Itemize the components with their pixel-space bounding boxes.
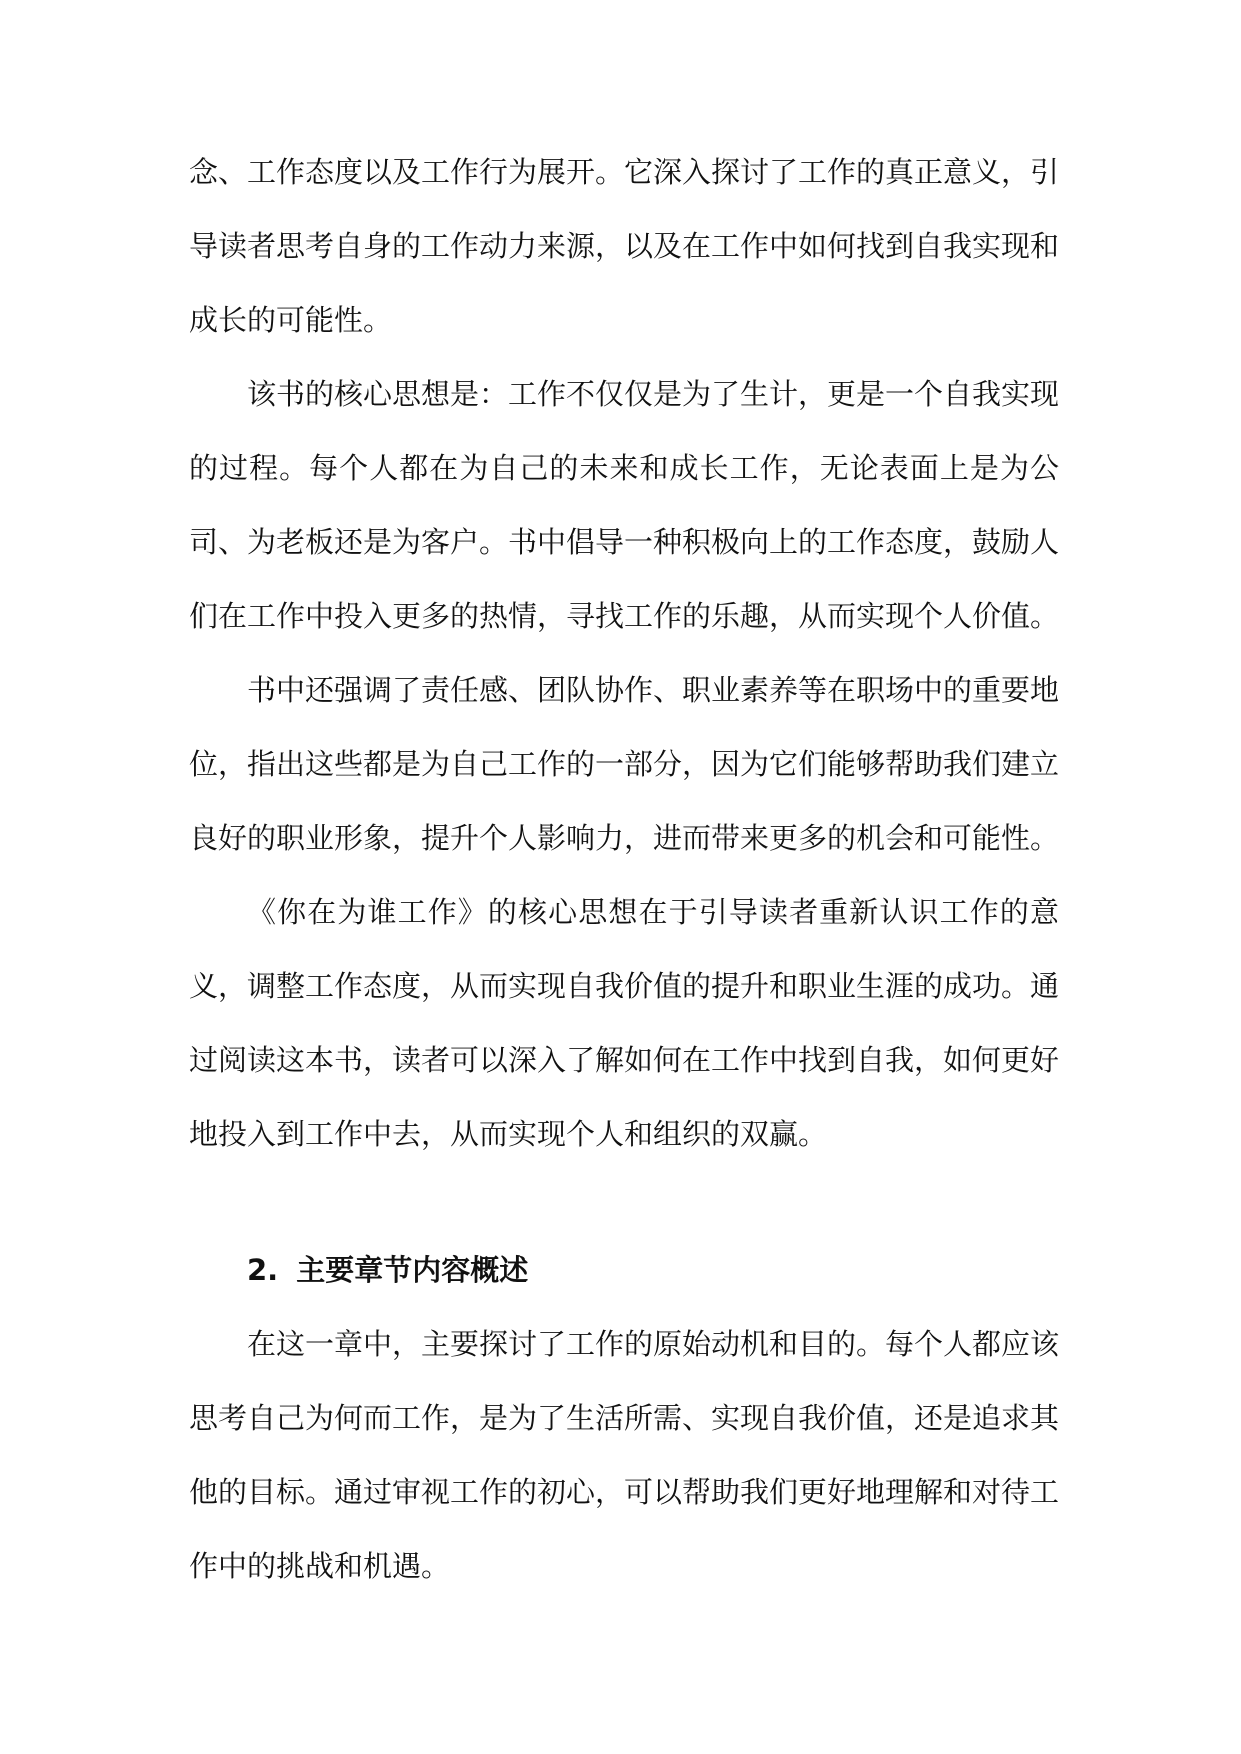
section-heading [247, 1233, 528, 1307]
body-paragraph: 该书的核心思想是：工作不仅仅是为了生计，更是一个自我实现的过程。每个人都在为自己的未来和成长工作，无论表面上是为公司、为老板还是为客户。书中倡导一种积极向上的工作态度，鼓励人们在工作中投入更多的热情，寻找工作的乐趣，从而实现个人价值。 [189, 377, 1060, 633]
section-title: 主要章节内容概述 [296, 1253, 529, 1287]
section-number: 2. [247, 1253, 279, 1287]
body-paragraph: 《你在为谁工作》的核心思想在于引导读者重新认识工作的意义，调整工作态度，从而实现自我价值的提升和职业生涯的成功。通过阅读这本书，读者可以深入了解如何在工作中找到自我，如何更好地投入到工作中去，从而实现个人和组织的双赢。 [189, 895, 1060, 1151]
section-paragraph: 在这一章中，主要探讨了工作的原始动机和目的。每个人都应该思考自己为何而工作，是为了生活所需、实现自我价值，还是追求其他的目标。通过审视工作的初心，可以帮助我们更好地理解和对待工作中的挑战和机遇。 [189, 1327, 1060, 1583]
body-paragraph: 念、工作态度以及工作行为展开。它深入探讨了工作的真正意义，引导读者思考自身的工作动力来源，以及在工作中如何找到自我实现和成长的可能性。 [189, 155, 1060, 337]
body-paragraph: 书中还强调了责任感、团队协作、职业素养等在职场中的重要地位，指出这些都是为自己工作的一部分，因为它们能够帮助我们建立良好的职业形象，提升个人影响力，进而带来更多的机会和可能性。 [189, 673, 1060, 855]
